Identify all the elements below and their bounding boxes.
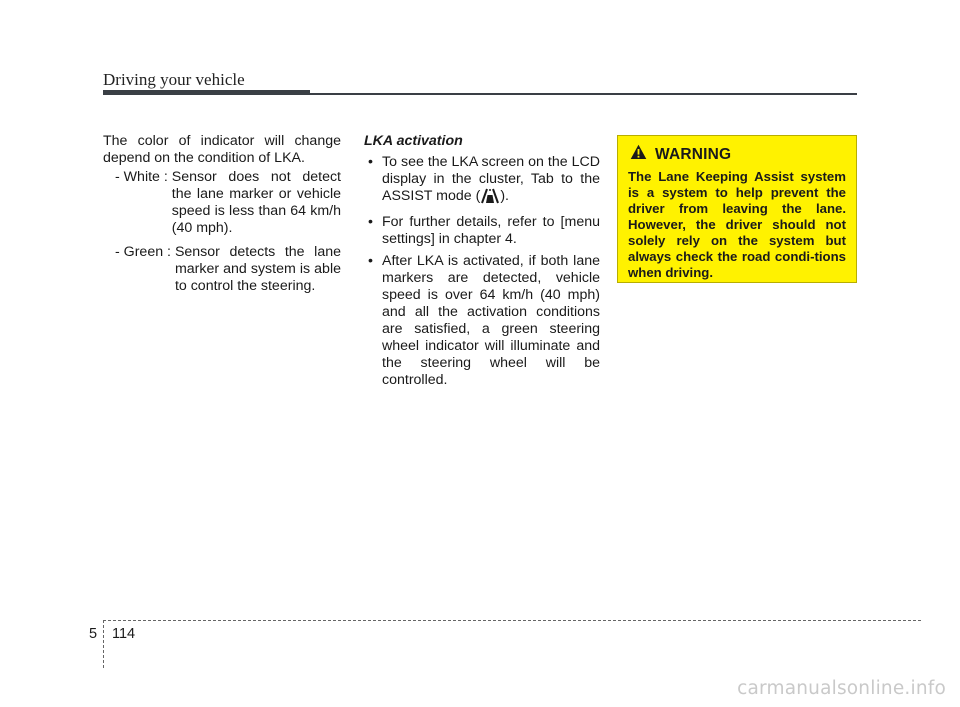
indicator-intro: The color of indicator will change depend on the condition of LKA. <box>103 133 341 166</box>
list-item <box>364 154 600 209</box>
page-number: 114 <box>112 626 136 642</box>
list-item: • After LKA is activated, if both lane markers are detected, vehicle speed is over 64 km/h (40 mph) and all the activation conditions are satisfied, a green steering wheel indicator will illuminate and the steering wheel will be controlled. <box>364 253 600 389</box>
list-item: • For further details, refer to [menu settings] in chapter 4. <box>364 214 600 248</box>
warning-triangle-icon <box>630 144 647 165</box>
footer-rule <box>103 620 921 621</box>
left-column <box>103 133 341 295</box>
watermark: carmanualsonline.info <box>737 678 946 699</box>
warning-text: The Lane Keeping Assist system is a system to help prevent the driver from leaving the lane. However, the driver should not solely rely on the system but always check the road condi-tions when driving. <box>628 169 846 280</box>
definition-desc: Sensor detects the lane marker and system is able to control the steering. <box>174 244 341 294</box>
page-header-title: Driving your vehicle <box>103 70 245 89</box>
section-title: LKA activation <box>364 133 463 149</box>
footer-divider <box>103 620 104 668</box>
middle-column <box>364 133 600 394</box>
definition-desc: Sensor does not detect the lane marker or vehicle speed is less than 64 km/h (40 mph). <box>171 169 341 236</box>
lane-keeping-icon <box>481 188 499 209</box>
definition-green <box>103 244 341 295</box>
header-rule-thin <box>310 93 857 95</box>
definition-term: - White : <box>115 169 172 185</box>
warning-box <box>617 135 857 283</box>
warning-header <box>628 144 846 165</box>
chapter-number: 5 <box>89 626 98 642</box>
activation-list <box>364 154 600 389</box>
bullet-text: To see the LKA screen on the LCD display in the cluster, Tab to the ASSIST mode ( <box>382 154 600 204</box>
warning-title: WARNING <box>655 145 732 163</box>
bullet-text: ). <box>500 188 509 204</box>
definition-white <box>103 169 341 237</box>
definition-term: - Green : <box>115 244 175 260</box>
header-rule-thick <box>103 90 310 95</box>
